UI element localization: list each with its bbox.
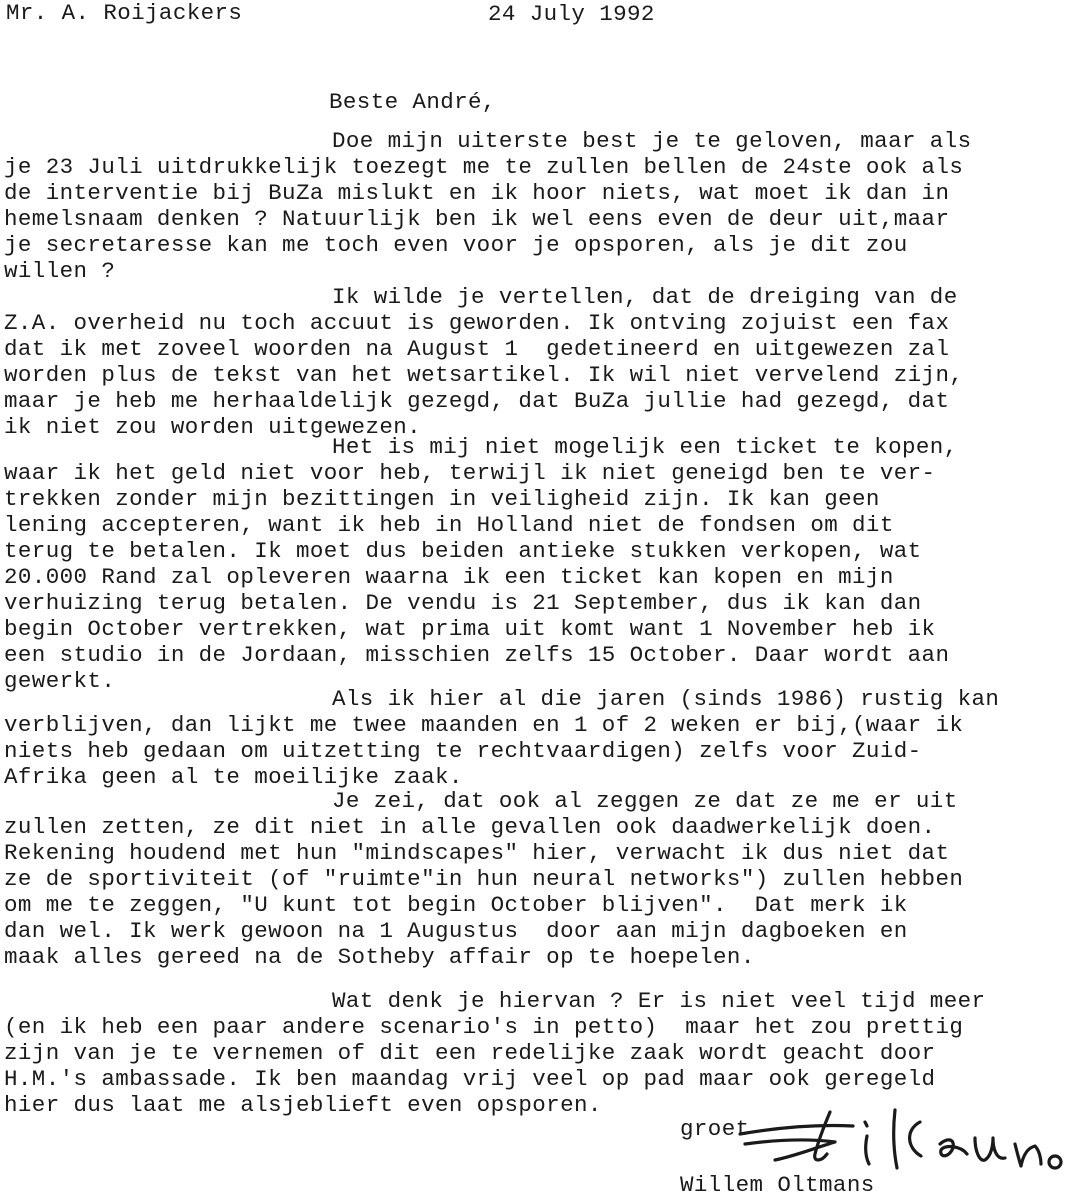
letter-date: 24 July 1992	[488, 1, 655, 27]
text-line: lening accepteren, want ik heb in Holland niet de fondsen om dit	[4, 512, 894, 538]
salutation: Beste André,	[329, 89, 496, 115]
text-line: Je zei, dat ook al zeggen ze dat ze me er uit	[332, 788, 958, 814]
closing-greeting: groet	[680, 1116, 750, 1142]
text-line: Wat denk je hiervan ? Er is niet veel tijd meer	[332, 988, 986, 1014]
text-line: om me te zeggen, "U kunt tot begin October blijven". Dat merk ik	[4, 892, 908, 918]
text-line: verhuizing terug betalen. De vendu is 21 September, dus ik kan dan	[4, 590, 922, 616]
text-line: zullen zetten, ze dit niet in alle gevallen ook daadwerkelijk doen.	[4, 814, 936, 840]
text-line: begin October vertrekken, wat prima uit komt want 1 November heb ik	[4, 616, 936, 642]
paragraph-2	[4, 284, 963, 440]
text-line: Afrika geen al te moeilijke zaak.	[4, 764, 463, 790]
text-line: hemelsnaam denken ? Natuurlijk ben ik wel eens even de deur uit,maar	[4, 206, 950, 232]
text-line: terug te betalen. Ik moet dus beiden antieke stukken verkopen, wat	[4, 538, 922, 564]
paragraph-1	[4, 128, 972, 284]
text-line: niets heb gedaan om uitzetting te rechtvaardigen) zelfs voor Zuid-	[4, 738, 922, 764]
text-line: Doe mijn uiterste best je te geloven, maar als	[332, 128, 972, 154]
text-line: trekken zonder mijn bezittingen in veiligheid zijn. Ik kan geen	[4, 486, 880, 512]
text-line: je 23 Juli uitdrukkelijk toezegt me te zullen bellen de 24ste ook als	[4, 154, 964, 180]
text-line: 20.000 Rand zal opleveren waarna ik een ticket kan kopen en mijn	[4, 564, 894, 590]
text-line: (en ik heb een paar andere scenario's in petto) maar het zou prettig	[4, 1014, 964, 1040]
text-line: Z.A. overheid nu toch accuut is geworden. Ik ontving zojuist een fax	[4, 310, 950, 336]
text-line: dan wel. Ik werk gewoon na 1 Augustus door aan mijn dagboeken en	[4, 918, 908, 944]
text-line: je secretaresse kan me toch even voor je opsporen, als je dit zou	[4, 232, 908, 258]
paragraph-5	[4, 788, 963, 970]
signer-name: Willem Oltmans	[680, 1172, 875, 1198]
text-line: een studio in de Jordaan, misschien zelfs 15 October. Daar wordt aan	[4, 642, 950, 668]
text-line: willen ?	[4, 258, 116, 284]
paragraph-6	[4, 988, 985, 1118]
paragraph-4	[4, 686, 999, 790]
text-line: maar je heb me herhaaldelijk gezegd, dat BuZa jullie had gezegd, dat	[4, 388, 950, 414]
text-line: verblijven, dan lijkt me twee maanden en 1 of 2 weken er bij,(waar ik	[4, 712, 964, 738]
text-line: worden plus de tekst van het wetsartikel. Ik wil niet vervelend zijn,	[4, 362, 964, 388]
text-line: Als ik hier al die jaren (sinds 1986) rustig kan	[332, 686, 1000, 712]
text-line: Rekening houdend met hun "mindscapes" hier, verwacht ik dus niet dat	[4, 840, 950, 866]
text-line: dat ik met zoveel woorden na August 1 gedetineerd en uitgewezen zal	[4, 336, 950, 362]
text-line: ik niet zou worden uitgewezen.	[4, 414, 422, 440]
text-line: H.M.'s ambassade. Ik ben maandag vrij veel op pad maar ook geregeld	[4, 1066, 936, 1092]
text-line: ze de sportiviteit (of "ruimte"in hun neural networks") zullen hebben	[4, 866, 964, 892]
text-line: Ik wilde je vertellen, dat de dreiging van de	[332, 284, 958, 310]
text-line: zijn van je te vernemen of dit een redelijke zaak wordt geacht door	[4, 1040, 936, 1066]
text-line: gewerkt.	[4, 668, 116, 694]
text-line: waar ik het geld niet voor heb, terwijl ik niet geneigd ben te ver-	[4, 460, 936, 486]
text-line: hier dus laat me alsjeblieft even opsporen.	[4, 1092, 602, 1118]
recipient-line: Mr. A. Roijackers	[6, 0, 243, 26]
text-line: de interventie bij BuZa mislukt en ik hoor niets, wat moet ik dan in	[4, 180, 950, 206]
paragraph-3	[4, 434, 958, 694]
text-line: maak alles gereed na de Sotheby affair op te hoepelen.	[4, 944, 755, 970]
text-line: Het is mij niet mogelijk een ticket te kopen,	[332, 434, 958, 460]
